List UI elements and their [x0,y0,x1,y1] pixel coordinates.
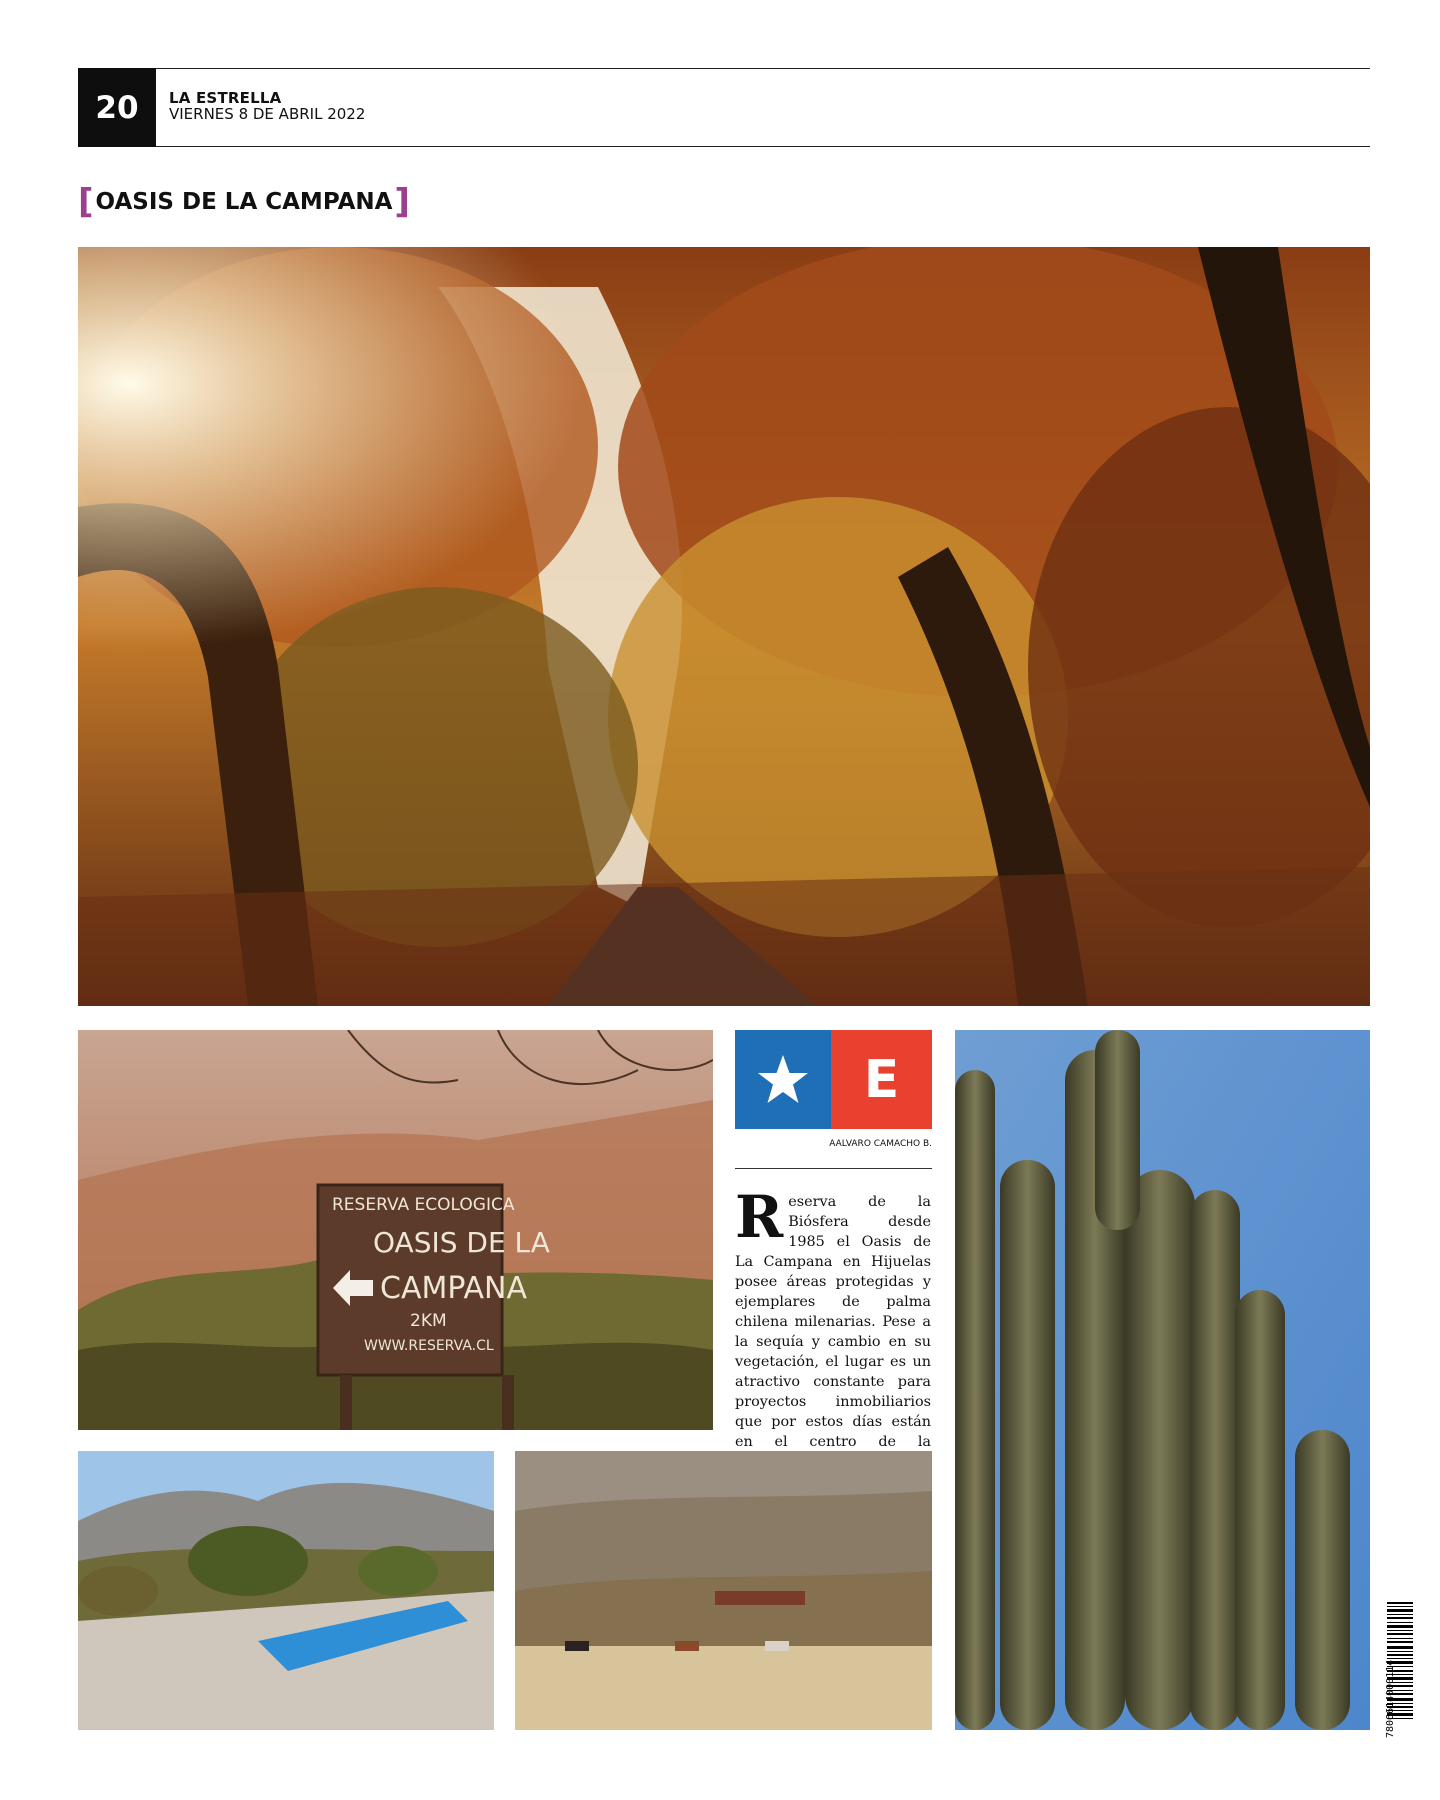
sign-line-3: CAMPANA [380,1271,528,1306]
header-top-rule [78,68,1370,69]
sign-line-2: OASIS DE LA [373,1226,550,1259]
header-bottom-rule [78,146,1370,147]
paper-name: LA ESTRELLA [169,89,282,107]
logo-letter: E [863,1049,900,1110]
barcode-number: 7806614000114 [1385,1659,1396,1738]
logo-blue-panel [735,1030,831,1129]
photo-reserve-sign [78,1030,713,1430]
newspaper-logo [735,1030,932,1129]
article-body [735,1183,931,1472]
star-icon [755,1052,811,1108]
page-number: 20 [78,68,156,147]
hero-photo-tree-tunnel [78,247,1370,1006]
photo-horses-field [515,1451,932,1730]
barcode [1385,1600,1415,1760]
sign-line-5: WWW.RESERVA.CL [364,1338,494,1354]
section-title [78,182,410,222]
photo-credit: AALVARO CAMACHO B. [829,1139,932,1149]
article-body-text: eserva de la Biósfera desde 1985 el Oasis de La Campana en Hijuelas posee áreas protegidas y ejemplares de palma chilena milenarias. Pese a la sequía y cambio en su vegetación, el lugar es un atractivo constante para proyectos inmobiliarios que por estos días están en el centro de la [735,1194,931,1450]
credit-rule [735,1168,932,1169]
masthead [169,91,365,123]
section-title-text: OASIS DE LA CAMPANA [95,189,393,215]
issue-date: VIERNES 8 DE ABRIL 2022 [169,104,366,123]
sign-line-4: 2KM [410,1311,447,1331]
logo-red-panel [831,1030,932,1129]
dropcap: R [735,1183,784,1251]
sign-line-1: RESERVA ECOLOGICA [332,1195,515,1215]
bracket-right: ] [394,182,410,222]
photo-pool [78,1451,494,1730]
photo-cactus [955,1030,1370,1730]
bracket-left: [ [78,182,94,222]
